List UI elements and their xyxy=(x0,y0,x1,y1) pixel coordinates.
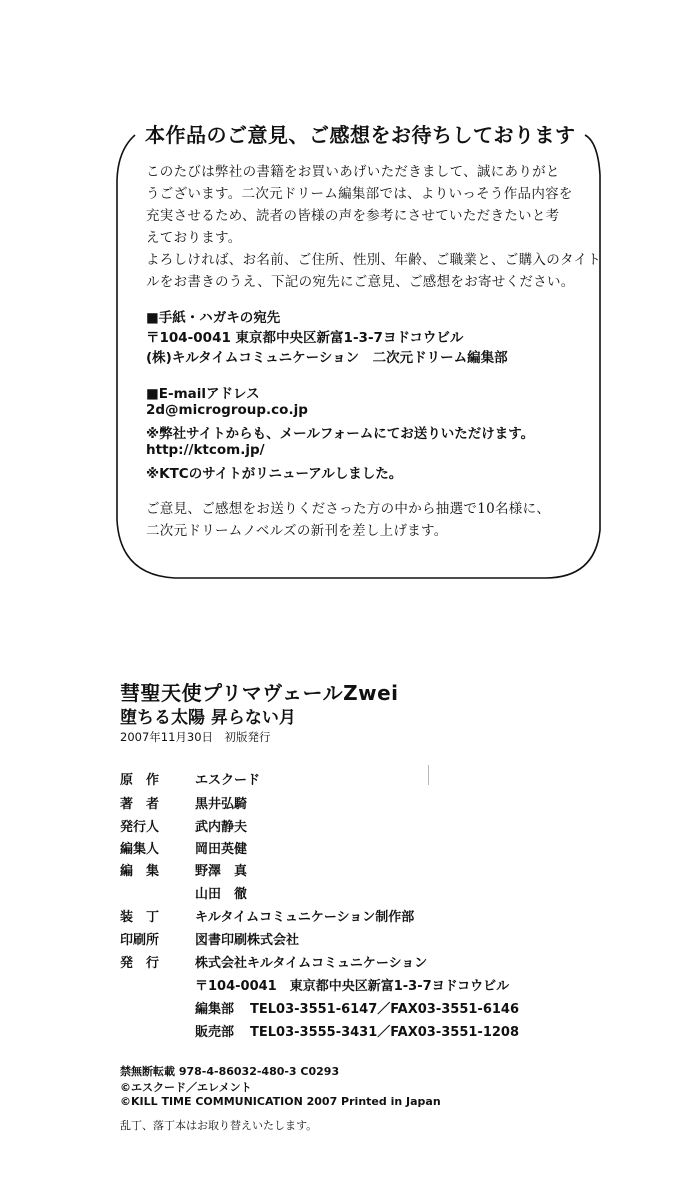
credit-value: エスクード xyxy=(195,773,261,788)
closing-line: ご意見、ご感想をお送りくださった方の中から抽選で10名様に、 xyxy=(146,501,551,517)
mail-address: 〒104-0041 東京都中央区新富1-3-7ヨドコウビル xyxy=(146,330,464,346)
copyright-line: ©KILL TIME COMMUNICATION 2007 Printed in Japan xyxy=(120,1095,441,1108)
intro-line: ルをお書きのうえ、下記の宛先にご意見、ご感想をお寄せください。 xyxy=(146,274,575,290)
credit-label: 編集人 xyxy=(120,842,160,857)
credit-label: 印刷所 xyxy=(120,933,160,948)
publisher-address: 〒104-0041 東京都中央区新富1-3-7ヨドコウビル xyxy=(195,979,510,994)
isbn-line: 禁無断転載 978-4-86032-480-3 C0293 xyxy=(120,1065,340,1078)
site-url-link[interactable]: http://ktcom.jp/ xyxy=(146,442,265,458)
divider-mark xyxy=(428,765,429,785)
credit-value: 武内静夫 xyxy=(195,820,248,835)
email-form-note: ※弊社サイトからも、メールフォームにてお送りいただけます。 xyxy=(146,426,535,442)
credit-label: 装 丁 xyxy=(120,910,160,925)
publication-date: 2007年11月30日 初版発行 xyxy=(120,730,271,744)
intro-line: よろしければ、お名前、ご住所、性別、年齢、ご職業と、ご購入のタイト xyxy=(146,252,602,268)
closing-line: 二次元ドリームノベルズの新刊を差し上げます。 xyxy=(146,523,448,539)
credit-value: 山田 徹 xyxy=(195,887,248,902)
credit-value: 株式会社キルタイムコミュニケーション xyxy=(195,956,428,971)
credit-value: 黒井弘騎 xyxy=(195,797,248,812)
sales-phone: TEL03-3555-3431／FAX03-3551-1208 xyxy=(250,1025,519,1040)
mail-heading: ■手紙・ハガキの宛先 xyxy=(146,310,281,326)
intro-line: このたびは弊社の書籍をお買いあげいただきまして、誠にありがと xyxy=(146,164,560,180)
credit-value: 図書印刷株式会社 xyxy=(195,933,300,948)
credit-label: 著 者 xyxy=(120,797,160,812)
credit-label: 発行人 xyxy=(120,820,160,835)
intro-line: 充実させるため、読者の皆様の声を参考にさせていただきたいと考 xyxy=(146,208,560,224)
credit-label: 編 集 xyxy=(120,864,160,879)
credit-value: 岡田英健 xyxy=(195,842,248,857)
email-heading: ■E-mailアドレス xyxy=(146,386,260,402)
book-subtitle: 堕ちる太陽 昇らない月 xyxy=(120,708,296,728)
email-address[interactable]: 2d@microgroup.co.jp xyxy=(146,402,308,418)
editorial-label: 編集部 xyxy=(195,1002,235,1017)
editorial-phone: TEL03-3551-6147／FAX03-3551-6146 xyxy=(250,1002,519,1017)
intro-line: うございます。二次元ドリーム編集部では、よりいっそう作品内容を xyxy=(146,186,573,202)
replacement-notice: 乱丁、落丁本はお取り替えいたします。 xyxy=(120,1119,318,1132)
credit-value: 野澤 真 xyxy=(195,864,248,879)
credit-value: キルタイムコミュニケーション制作部 xyxy=(195,910,415,925)
intro-line: えております。 xyxy=(146,230,242,246)
credit-label: 原 作 xyxy=(120,773,160,788)
sales-label: 販売部 xyxy=(195,1025,235,1040)
renewal-note: ※KTCのサイトがリニューアルしました。 xyxy=(146,466,403,482)
feedback-title: 本作品のご意見、ご感想をお待ちしております xyxy=(141,119,580,148)
mail-recipient: (株)キルタイムコミュニケーション 二次元ドリーム編集部 xyxy=(146,350,508,366)
book-title: 彗聖天使プリマヴェールZwei xyxy=(120,681,399,705)
copyright-line: ©エスクード／エレメント xyxy=(120,1081,252,1094)
credit-label: 発 行 xyxy=(120,956,160,971)
